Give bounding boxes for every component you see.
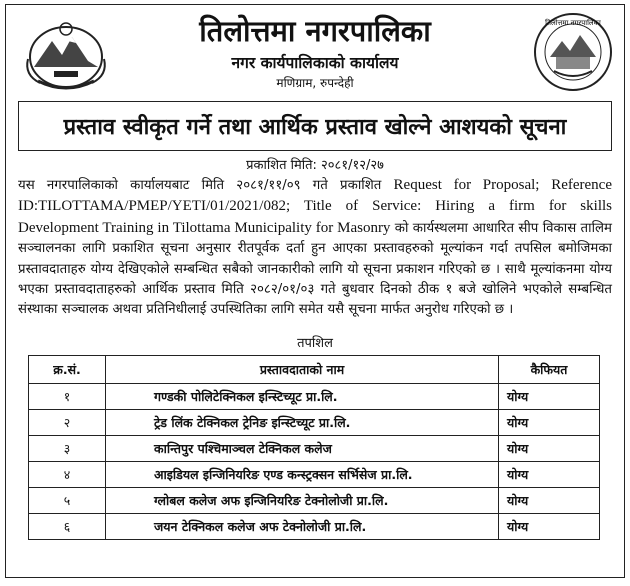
header-remark: कैफियत bbox=[499, 356, 600, 384]
row-remark: योग्य bbox=[499, 410, 600, 436]
row-sn: ३ bbox=[29, 436, 106, 462]
notice-page bbox=[5, 4, 625, 578]
row-name: आइडियल इन्जिनियरिङ एण्ड कन्स्ट्रक्सन सर्भिसेज प्रा.लि. bbox=[106, 462, 499, 488]
office-address: मणिग्राम, रुपन्देही bbox=[276, 76, 354, 90]
office-name: नगर कार्यपालिकाको कार्यालय bbox=[231, 54, 399, 72]
notice-title: प्रस्ताव स्वीकृत गर्ने तथा आर्थिक प्रस्ताव खोल्ने आशयको सूचना bbox=[18, 101, 612, 151]
details-label: तपशिल bbox=[297, 336, 333, 351]
notice-body bbox=[18, 175, 612, 321]
row-name: कान्तिपुर पश्चिमाञ्चल टेक्निकल कलेज bbox=[106, 436, 499, 462]
row-remark: योग्य bbox=[499, 384, 600, 410]
qualified-proposers-table bbox=[28, 355, 600, 540]
municipality-title: तिलोत्तमा नगरपालिका bbox=[199, 14, 431, 48]
row-remark: योग्य bbox=[499, 488, 600, 514]
table-header-row bbox=[29, 356, 600, 384]
body-rfp-details: Request for Proposal; Reference ID:TILOTTAMA/PMEP/YETI/01/2021/082; Title of Service: Hiring a firm for skills Development Training in Tilottama Municipality for Masonry bbox=[18, 177, 612, 236]
row-sn: ५ bbox=[29, 488, 106, 514]
row-remark: योग्य bbox=[499, 436, 600, 462]
row-name: गण्डकी पोलिटेक्निकल इन्स्टिच्यूट प्रा.लि. bbox=[106, 384, 499, 410]
table-row bbox=[29, 462, 600, 488]
row-name: ग्लोबल कलेज अफ इन्जिनियरिङ टेक्नोलोजी प्रा.लि. bbox=[106, 488, 499, 514]
body-part-2: को कार्यस्थलमा आधारित सीप विकास तालिम सञ्चालनका लागि प्रकाशित सूचना अनुसार रीतपूर्वक दर्ता हुन आएका प्रस्तावहरुको मूल्यांकन गर्दा तपसिल बमोजिमका प्रस्तावदाताहरु योग्य देखिएकोले सम्बन्धित सबैको जानकारीको लागि यो सूचना प्रकाशन गरिएको छ । साथै मूल्यांकनमा योग्य भएका प्रस्तावदाताहरुको आर्थिक प्रस्ताव मिति २०८२/०१/०३ गते बुधवार दिनको ठीक १ बजे खोलिने भएकोले सम्बन्धित संस्थाका सञ्चालक अथवा प्रतिनिधीलाई उपस्थितिका लागि समेत यसै सूचना मार्फत अनुरोध गरिएको छ । bbox=[18, 220, 612, 318]
body-part-1: यस नगरपालिकाको कार्यालयबाट मिति २०८१/११/०९ गते प्रकाशित bbox=[18, 178, 394, 193]
row-sn: १ bbox=[29, 384, 106, 410]
table-row bbox=[29, 488, 600, 514]
row-name: ट्रेड लिंक टेक्निकल ट्रेनिङ इन्स्टिच्यूट प्रा.लि. bbox=[106, 410, 499, 436]
logo-ring-text: तिलोत्तमा नगरपालिका bbox=[545, 19, 601, 27]
row-remark: योग्य bbox=[499, 462, 600, 488]
table-row bbox=[29, 410, 600, 436]
table-row bbox=[29, 436, 600, 462]
row-sn: ६ bbox=[29, 514, 106, 540]
row-sn: २ bbox=[29, 410, 106, 436]
header-name: प्रस्तावदाताको नाम bbox=[106, 356, 499, 384]
table-row bbox=[29, 384, 600, 410]
header-sn: क्र.सं. bbox=[29, 356, 106, 384]
row-name: जयन टेक्निकल कलेज अफ टेक्नोलोजी प्रा.लि. bbox=[106, 514, 499, 540]
published-date: प्रकाशित मिति: २०८१/१२/२७ bbox=[246, 158, 384, 173]
row-sn: ४ bbox=[29, 462, 106, 488]
table-row bbox=[29, 514, 600, 540]
row-remark: योग्य bbox=[499, 514, 600, 540]
